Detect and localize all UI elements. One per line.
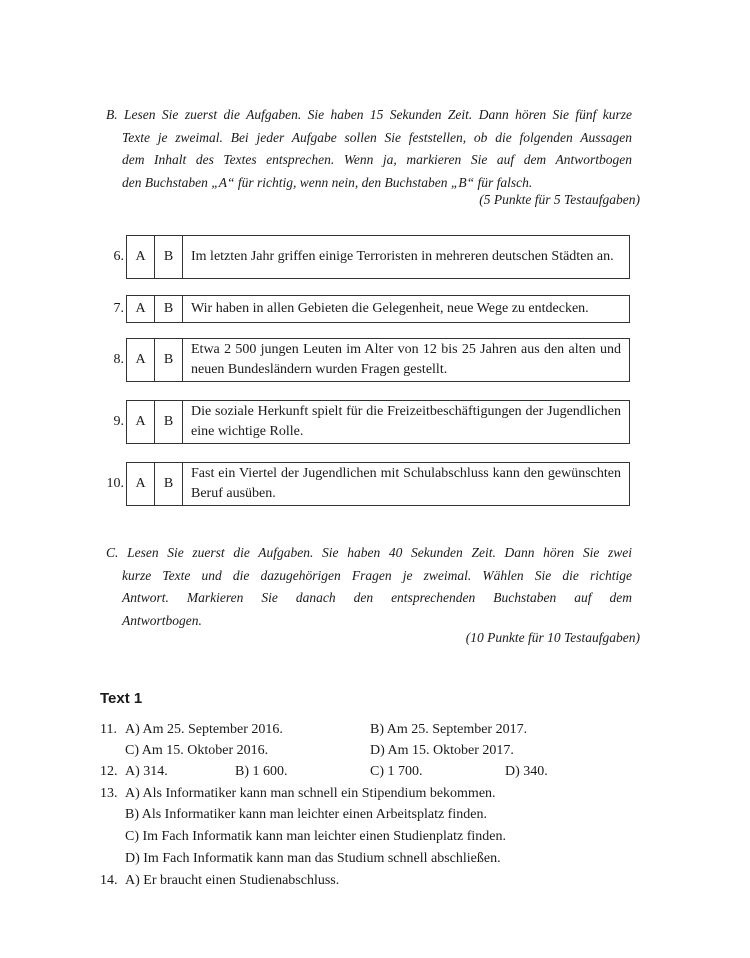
option-13-c[interactable]: C) Im Fach Informatik kann man leichter einen Studienplatz finden.: [125, 829, 506, 844]
option-13-d[interactable]: D) Im Fach Informatik kann man das Studium schnell abschließen.: [125, 851, 501, 866]
option-14-a[interactable]: A) Er braucht einen Studienabschluss.: [125, 873, 340, 888]
question-box: [126, 338, 630, 382]
question-statement: Wir haben in allen Gebieten die Gelegenheit, neue Wege zu entdecken.: [191, 301, 589, 316]
answer-a-cell[interactable]: A: [127, 236, 155, 278]
option-12-c[interactable]: C) 1 700.: [370, 764, 423, 779]
question-number: 6.: [113, 249, 124, 264]
answer-a-cell[interactable]: A: [127, 339, 155, 381]
answer-b-cell[interactable]: B: [155, 236, 183, 278]
question-statement: Die soziale Herkunft spielt für die Freizeitbeschäftigungen der Jugendlichen eine wichtige Rolle.: [191, 404, 621, 439]
section-c-line-1-text: Lesen Sie zuerst die Aufgaben. Sie haben 40 Sekunden Zeit. Dann hören Sie zwei: [127, 545, 633, 560]
question-box: [126, 400, 630, 444]
section-c-marker: C.: [106, 545, 119, 560]
section-b-line-3: dem Inhalt des Textes entsprechen. Wenn ja, markieren Sie auf dem Antwortbogen: [122, 152, 632, 167]
question-number-11: 11.: [100, 722, 117, 737]
question-number-12: 12.: [100, 764, 118, 779]
question-box: [126, 462, 630, 506]
question-number-14: 14.: [100, 873, 118, 888]
question-statement: Etwa 2 500 jungen Leuten im Alter von 12 bis 25 Jahren aus den alten und neuen Bundesländern wurden Fragen gestellt.: [191, 342, 621, 377]
option-11-a[interactable]: A) Am 25. September 2016.: [125, 722, 283, 737]
question-box: [126, 235, 630, 279]
option-11-b[interactable]: B) Am 25. September 2017.: [370, 722, 528, 737]
option-12-a[interactable]: A) 314.: [125, 764, 168, 779]
question-number-13: 13.: [100, 786, 118, 801]
option-12-b[interactable]: B) 1 600.: [235, 764, 288, 779]
option-11-d[interactable]: D) Am 15. Oktober 2017.: [370, 743, 514, 758]
answer-b-cell[interactable]: B: [155, 296, 183, 322]
answer-a-cell[interactable]: A: [127, 296, 155, 322]
section-c-line-2: kurze Texte und die dazugehörigen Fragen je zweimal. Wählen Sie die richtige: [122, 567, 632, 583]
question-number: 7.: [113, 301, 124, 316]
answer-a-cell[interactable]: A: [127, 401, 155, 443]
section-c-line-4: Antwortbogen.: [122, 612, 202, 628]
answer-b-cell[interactable]: B: [155, 339, 183, 381]
option-13-b[interactable]: B) Als Informatiker kann man leichter einen Arbeitsplatz finden.: [125, 807, 487, 822]
answer-a-cell[interactable]: A: [127, 463, 155, 505]
answer-b-cell[interactable]: B: [155, 401, 183, 443]
section-b-line-2: Texte je zweimal. Bei jeder Aufgabe sollen Sie feststellen, ob die folgenden Aussagen: [122, 129, 632, 145]
question-number: 8.: [113, 352, 124, 367]
answer-b-cell[interactable]: B: [155, 463, 183, 505]
section-b-line-4: den Buchstaben „A“ für richtig, wenn nein, den Buchstaben „B“ für falsch.: [122, 174, 533, 190]
question-box: [126, 295, 630, 323]
text-1-heading: Text 1: [100, 690, 143, 707]
section-b-instructions: [106, 104, 632, 194]
section-b-line-1: [106, 104, 632, 127]
section-b-marker: B.: [106, 107, 118, 122]
option-11-c[interactable]: C) Am 15. Oktober 2016.: [125, 743, 269, 758]
section-b-line-1-text: Lesen Sie zuerst die Aufgaben. Sie haben 15 Sekunden Zeit. Dann hören Sie fünf kurze: [124, 107, 633, 122]
question-statement: Fast ein Viertel der Jugendlichen mit Schulabschluss kann den gewünschten Beruf ausüben.: [191, 466, 621, 501]
section-b-points: (5 Punkte für 5 Testaufgaben): [479, 192, 640, 207]
section-c-line-1: [106, 542, 632, 565]
section-c-line-3: Antwort. Markieren Sie danach den entsprechenden Buchstaben auf dem: [122, 590, 632, 605]
section-c-points: (10 Punkte für 10 Testaufgaben): [465, 630, 640, 645]
option-12-d[interactable]: D) 340.: [505, 764, 548, 779]
question-number: 9.: [113, 414, 124, 429]
section-c-instructions: [106, 542, 632, 632]
question-number: 10.: [106, 476, 124, 491]
question-statement: Im letzten Jahr griffen einige Terroristen in mehreren deutschen Städten an.: [191, 249, 614, 264]
option-13-a[interactable]: A) Als Informatiker kann man schnell ein Stipendium bekommen.: [125, 786, 496, 801]
